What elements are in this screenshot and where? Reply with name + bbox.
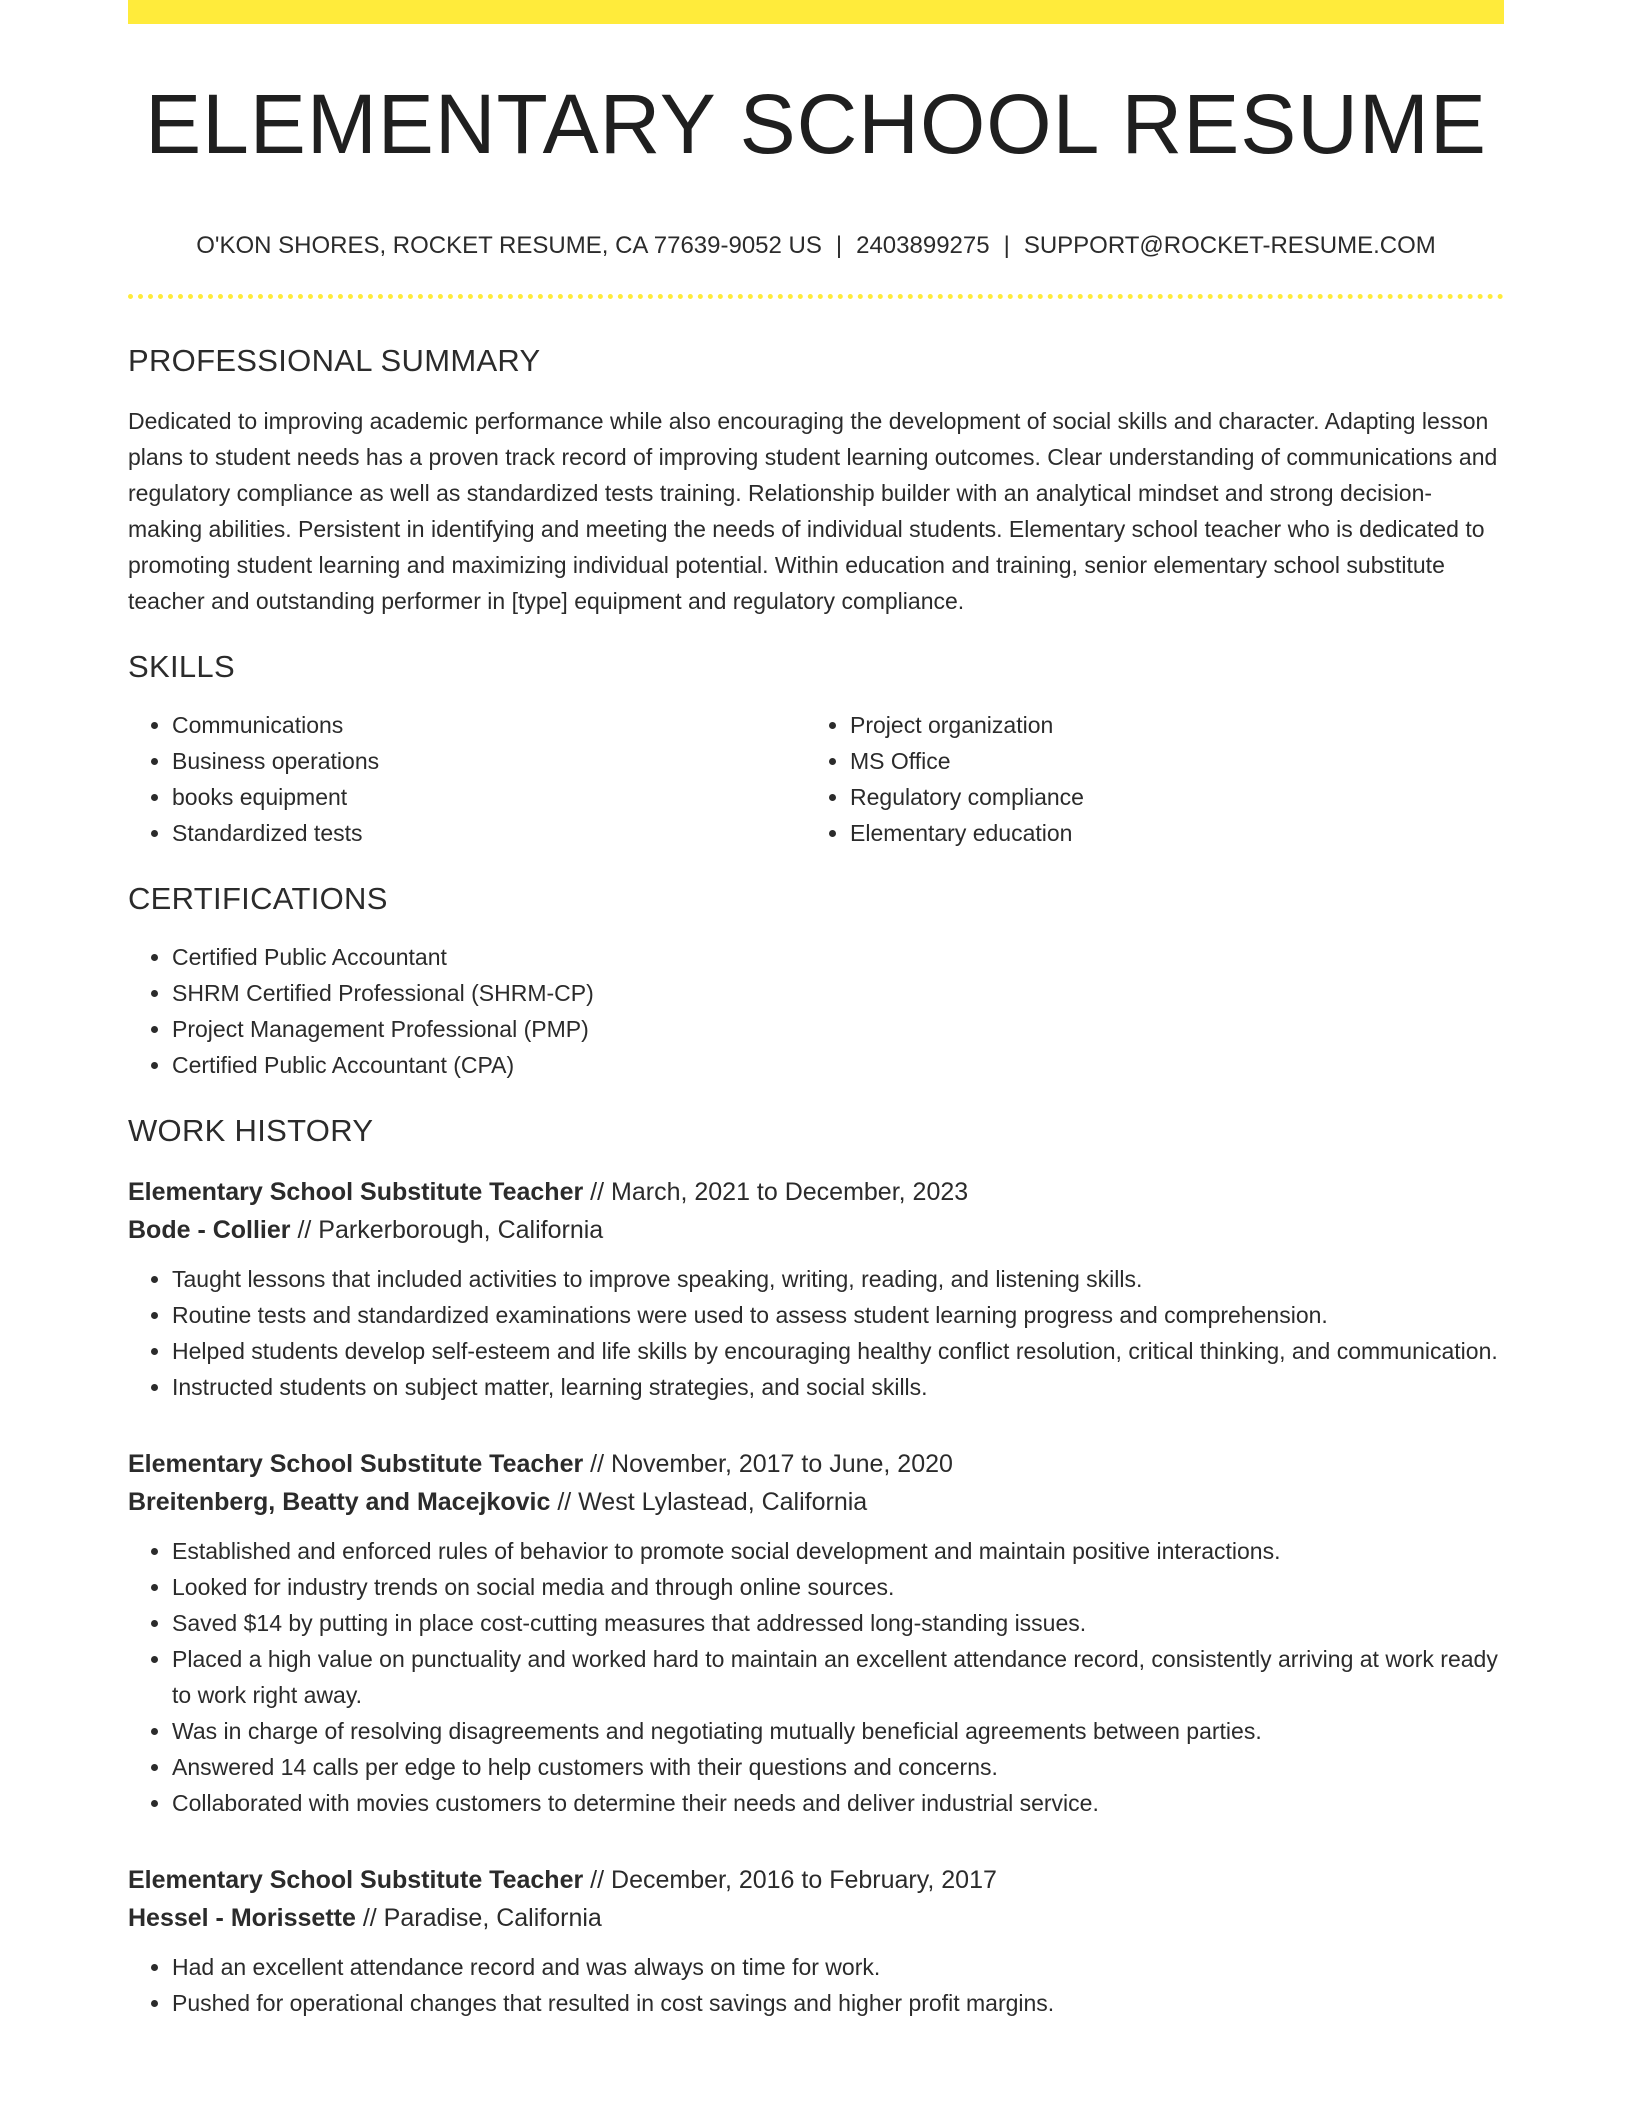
skills-grid (128, 707, 1504, 851)
resume-page (128, 0, 1504, 2021)
dotted-divider (128, 294, 1504, 299)
job-role-line (128, 1173, 1504, 1211)
contact-separator: | (835, 232, 843, 259)
job-role-line (128, 1861, 1504, 1899)
skill-item: • books equipment (172, 779, 806, 815)
skills-column-right (806, 707, 1484, 851)
skills-heading: SKILLS (128, 649, 235, 684)
job-bullet: • Placed a high value on punctuality and worked hard to maintain an excellent attendance record, consistently arriving at work ready to work right away. (172, 1641, 1504, 1713)
summary-heading: PROFESSIONAL SUMMARY (128, 343, 541, 378)
job-location: // West Lylastead, California (557, 1488, 868, 1516)
skill-item: • Elementary education (850, 815, 1484, 851)
job-company-line (128, 1899, 1504, 1937)
work-history-heading: WORK HISTORY (128, 1113, 374, 1148)
job-location: // Paradise, California (362, 1904, 602, 1932)
certification-item: • Certified Public Accountant (172, 939, 1504, 975)
job-bullet: • Taught lessons that included activities to improve speaking, writing, reading, and listening skills. (172, 1261, 1504, 1297)
job-bullet: • Saved $14 by putting in place cost-cutting measures that addressed long-standing issues. (172, 1605, 1504, 1641)
job-company: Breitenberg, Beatty and Macejkovic (128, 1488, 551, 1516)
job-location: // Parkerborough, California (297, 1216, 604, 1244)
skill-item: • Business operations (172, 743, 806, 779)
job-bullet: • Had an excellent attendance record and was always on time for work. (172, 1949, 1504, 1985)
job-entry (128, 1173, 1504, 1405)
contact-line (128, 232, 1504, 260)
skill-item: • Communications (172, 707, 806, 743)
job-company-line (128, 1211, 1504, 1249)
summary-text: Dedicated to improving academic performance while also encouraging the development of social skills and character. Adapting lesson plans to student needs has a proven track record of improving student learning outcomes. Clear understanding of communications and regulatory compliance as well as standardized tests training. Relationship builder with an analytical mindset and strong decision-making abilities. Persistent in identifying and meeting the needs of individual students. Elementary school teacher who is dedicated to promoting student learning and maximizing individual potential. Within education and training, senior elementary school substitute teacher and outstanding performer in [type] equipment and regulatory compliance. (128, 408, 1498, 614)
job-bullet: • Pushed for operational changes that resulted in cost savings and higher profit margins. (172, 1985, 1504, 2021)
skill-item: • Standardized tests (172, 815, 806, 851)
job-bullet: • Helped students develop self-esteem and life skills by encouraging healthy conflict resolution, critical thinking, and communication. (172, 1333, 1504, 1369)
certification-item: • SHRM Certified Professional (SHRM-CP) (172, 975, 1504, 1011)
job-bullet: • Answered 14 calls per edge to help customers with their questions and concerns. (172, 1749, 1504, 1785)
job-role: Elementary School Substitute Teacher (128, 1178, 584, 1206)
contact-email: SUPPORT@ROCKET-RESUME.COM (1023, 232, 1436, 259)
certifications-heading: CERTIFICATIONS (128, 881, 388, 916)
skill-item: • Regulatory compliance (850, 779, 1484, 815)
job-role-line (128, 1445, 1504, 1483)
contact-separator: | (1003, 232, 1010, 259)
job-role: Elementary School Substitute Teacher (128, 1866, 584, 1894)
job-bullets (128, 1261, 1504, 1405)
resume-title: ELEMENTARY SCHOOL RESUME (145, 77, 1487, 171)
job-dates: // November, 2017 to June, 2020 (590, 1450, 953, 1478)
job-dates: // March, 2021 to December, 2023 (590, 1178, 969, 1206)
job-bullet: • Instructed students on subject matter, learning strategies, and social skills. (172, 1369, 1504, 1405)
job-company: Hessel - Morissette (128, 1904, 356, 1932)
job-entry (128, 1445, 1504, 1821)
contact-address: O'KON SHORES, ROCKET RESUME, CA 77639-9052 US (196, 232, 822, 259)
certification-item: • Certified Public Accountant (CPA) (172, 1047, 1504, 1083)
job-bullets (128, 1949, 1504, 2021)
accent-bar (128, 0, 1504, 24)
job-bullet: • Established and enforced rules of behavior to promote social development and maintain positive interactions. (172, 1533, 1504, 1569)
skill-item: • Project organization (850, 707, 1484, 743)
certifications-list (128, 939, 1504, 1083)
job-company-line (128, 1483, 1504, 1521)
job-company: Bode - Collier (128, 1216, 291, 1244)
job-bullet: • Collaborated with movies customers to determine their needs and deliver industrial service. (172, 1785, 1504, 1821)
job-dates: // December, 2016 to February, 2017 (590, 1866, 997, 1894)
job-bullets (128, 1533, 1504, 1821)
job-bullet: • Routine tests and standardized examinations were used to assess student learning progress and comprehension. (172, 1297, 1504, 1333)
job-bullet: • Looked for industry trends on social media and through online sources. (172, 1569, 1504, 1605)
job-role: Elementary School Substitute Teacher (128, 1450, 584, 1478)
skills-column-left (128, 707, 806, 851)
job-entry (128, 1861, 1504, 2021)
contact-phone: 2403899275 (856, 232, 990, 259)
certification-item: • Project Management Professional (PMP) (172, 1011, 1504, 1047)
skill-item: • MS Office (850, 743, 1484, 779)
job-bullet: • Was in charge of resolving disagreements and negotiating mutually beneficial agreements between parties. (172, 1713, 1504, 1749)
